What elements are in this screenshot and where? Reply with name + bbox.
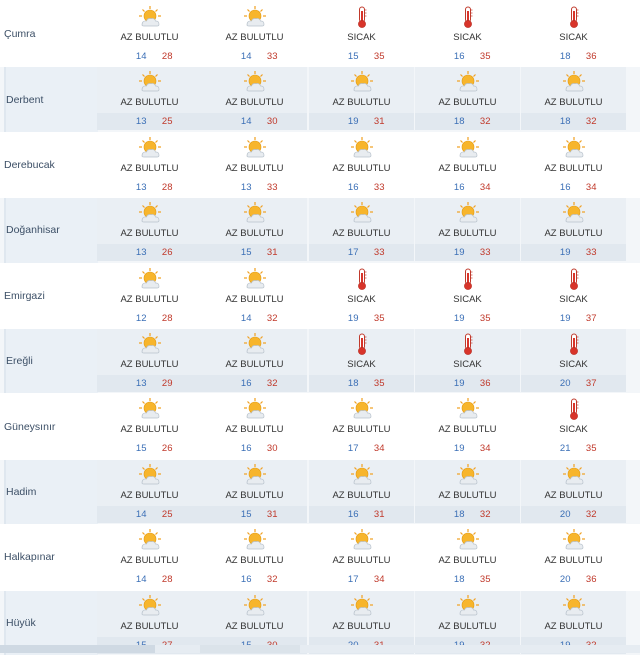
partly-cloudy-icon bbox=[562, 201, 586, 225]
min-temperature: 17 bbox=[347, 574, 359, 586]
partly-cloudy-icon bbox=[350, 528, 374, 552]
min-temperature: 20 bbox=[559, 508, 571, 520]
forecast-cell bbox=[521, 67, 626, 131]
city-name[interactable]: Çumra bbox=[4, 28, 36, 41]
table-row bbox=[0, 460, 640, 525]
min-temperature: 18 bbox=[559, 116, 571, 128]
max-temperature: 28 bbox=[161, 181, 173, 193]
weather-description: AZ BULUTLU bbox=[438, 555, 497, 567]
weather-description: AZ BULUTLU bbox=[120, 489, 179, 501]
partly-cloudy-icon bbox=[138, 201, 162, 225]
weather-description: SICAK bbox=[347, 293, 376, 305]
thermometer-icon bbox=[562, 397, 586, 421]
min-temperature: 14 bbox=[240, 51, 252, 62]
thermometer-icon bbox=[562, 332, 586, 356]
forecast-cell bbox=[97, 264, 202, 328]
forecast-cell bbox=[309, 133, 414, 197]
min-temperature: 15 bbox=[135, 443, 147, 455]
thermometer-icon bbox=[562, 267, 586, 291]
min-temperature: 15 bbox=[240, 247, 252, 259]
weather-description: AZ BULUTLU bbox=[438, 162, 497, 174]
min-temperature: 17 bbox=[347, 443, 359, 455]
max-temperature: 33 bbox=[479, 247, 491, 259]
weather-description: AZ BULUTLU bbox=[438, 489, 497, 501]
forecast-cell bbox=[97, 67, 202, 131]
weather-description: AZ BULUTLU bbox=[225, 555, 284, 567]
min-temperature: 16 bbox=[453, 181, 465, 193]
max-temperature: 32 bbox=[266, 377, 278, 389]
forecast-cell bbox=[97, 460, 202, 524]
partly-cloudy-icon bbox=[562, 70, 586, 94]
forecast-cell bbox=[309, 525, 414, 589]
partly-cloudy-icon bbox=[138, 332, 162, 356]
city-name[interactable]: Derebucak bbox=[4, 158, 55, 171]
partly-cloudy-icon bbox=[138, 136, 162, 160]
weather-description: AZ BULUTLU bbox=[332, 162, 391, 174]
max-temperature: 31 bbox=[373, 116, 385, 128]
forecast-cell bbox=[521, 525, 626, 589]
weather-description: SICAK bbox=[559, 424, 588, 436]
weather-description: AZ BULUTLU bbox=[544, 228, 603, 240]
weather-description: AZ BULUTLU bbox=[120, 97, 179, 109]
forecast-cell bbox=[415, 133, 520, 197]
forecast-cell bbox=[415, 264, 520, 328]
weather-description: AZ BULUTLU bbox=[438, 228, 497, 240]
max-temperature: 33 bbox=[266, 181, 278, 193]
max-temperature: 30 bbox=[266, 116, 278, 128]
partly-cloudy-icon bbox=[243, 332, 267, 356]
max-temperature: 28 bbox=[161, 312, 173, 324]
partly-cloudy-icon bbox=[562, 594, 586, 618]
min-temperature: 19 bbox=[347, 312, 359, 324]
max-temperature: 37 bbox=[585, 312, 597, 324]
city-name[interactable]: Ereğli bbox=[4, 329, 98, 393]
partly-cloudy-icon bbox=[138, 70, 162, 94]
forecast-table bbox=[0, 2, 640, 656]
min-temperature: 14 bbox=[135, 574, 147, 586]
max-temperature: 35 bbox=[479, 51, 491, 62]
forecast-cell bbox=[521, 329, 626, 393]
weather-description: AZ BULUTLU bbox=[120, 228, 179, 240]
max-temperature: 31 bbox=[266, 508, 278, 520]
thermometer-icon bbox=[350, 267, 374, 291]
min-temperature: 16 bbox=[347, 181, 359, 193]
partly-cloudy-icon bbox=[350, 70, 374, 94]
thermometer-icon bbox=[456, 332, 480, 356]
forecast-cell bbox=[202, 264, 307, 328]
partly-cloudy-icon bbox=[243, 201, 267, 225]
max-temperature: 34 bbox=[585, 181, 597, 193]
min-temperature: 18 bbox=[559, 51, 571, 62]
city-name[interactable]: Hüyük bbox=[4, 591, 98, 655]
city-name[interactable]: Derbent bbox=[4, 67, 98, 131]
weather-description: AZ BULUTLU bbox=[225, 620, 284, 632]
forecast-cell bbox=[97, 329, 202, 393]
partly-cloudy-icon bbox=[562, 136, 586, 160]
weather-description: AZ BULUTLU bbox=[332, 555, 391, 567]
partly-cloudy-icon bbox=[350, 201, 374, 225]
partly-cloudy-icon bbox=[138, 528, 162, 552]
weather-description: AZ BULUTLU bbox=[544, 97, 603, 109]
min-temperature: 17 bbox=[347, 247, 359, 259]
max-temperature: 32 bbox=[585, 116, 597, 128]
max-temperature: 35 bbox=[479, 312, 491, 324]
partly-cloudy-icon bbox=[456, 201, 480, 225]
max-temperature: 31 bbox=[373, 508, 385, 520]
forecast-cell bbox=[309, 394, 414, 458]
max-temperature: 35 bbox=[373, 312, 385, 324]
forecast-cell bbox=[521, 198, 626, 262]
min-temperature: 19 bbox=[453, 247, 465, 259]
partly-cloudy-icon bbox=[243, 463, 267, 487]
max-temperature: 35 bbox=[585, 443, 597, 455]
forecast-cell bbox=[202, 394, 307, 458]
table-row bbox=[0, 133, 640, 198]
forecast-cell bbox=[202, 525, 307, 589]
min-temperature: 16 bbox=[240, 377, 252, 389]
max-temperature: 32 bbox=[479, 508, 491, 520]
min-temperature: 14 bbox=[135, 51, 147, 62]
min-temperature: 13 bbox=[135, 247, 147, 259]
scrollbar-thumb[interactable] bbox=[0, 645, 155, 653]
min-temperature: 16 bbox=[347, 508, 359, 520]
max-temperature: 29 bbox=[161, 377, 173, 389]
table-row bbox=[0, 394, 640, 459]
forecast-cell bbox=[97, 133, 202, 197]
forecast-cell bbox=[97, 525, 202, 589]
horizontal-scrollbar[interactable] bbox=[0, 645, 640, 653]
max-temperature: 33 bbox=[373, 181, 385, 193]
min-temperature: 18 bbox=[453, 574, 465, 586]
max-temperature: 34 bbox=[479, 443, 491, 455]
max-temperature: 33 bbox=[373, 247, 385, 259]
max-temperature: 36 bbox=[585, 51, 597, 62]
weather-description: AZ BULUTLU bbox=[332, 620, 391, 632]
forecast-cell bbox=[202, 2, 307, 66]
forecast-cell bbox=[521, 394, 626, 458]
partly-cloudy-icon bbox=[456, 70, 480, 94]
min-temperature: 14 bbox=[240, 312, 252, 324]
min-temperature: 14 bbox=[240, 116, 252, 128]
forecast-cell bbox=[309, 264, 414, 328]
weather-description: AZ BULUTLU bbox=[225, 489, 284, 501]
forecast-cell bbox=[202, 67, 307, 131]
partly-cloudy-icon bbox=[138, 594, 162, 618]
min-temperature: 18 bbox=[347, 377, 359, 389]
min-temperature: 16 bbox=[453, 51, 465, 62]
max-temperature: 34 bbox=[373, 574, 385, 586]
table-row bbox=[0, 2, 640, 67]
weather-description: AZ BULUTLU bbox=[544, 162, 603, 174]
max-temperature: 36 bbox=[585, 574, 597, 586]
weather-description: AZ BULUTLU bbox=[332, 97, 391, 109]
weather-description: AZ BULUTLU bbox=[225, 424, 284, 436]
min-temperature: 21 bbox=[559, 443, 571, 455]
partly-cloudy-icon bbox=[243, 397, 267, 421]
weather-description: SICAK bbox=[453, 358, 482, 370]
forecast-cell bbox=[309, 2, 414, 66]
forecast-cell bbox=[415, 460, 520, 524]
min-temperature: 12 bbox=[135, 312, 147, 324]
max-temperature: 33 bbox=[585, 247, 597, 259]
max-temperature: 28 bbox=[161, 51, 173, 62]
partly-cloudy-icon bbox=[243, 70, 267, 94]
min-temperature: 19 bbox=[347, 116, 359, 128]
weather-description: SICAK bbox=[559, 32, 588, 43]
forecast-cell bbox=[521, 133, 626, 197]
weather-description: AZ BULUTLU bbox=[332, 489, 391, 501]
weather-description: AZ BULUTLU bbox=[438, 620, 497, 632]
forecast-cell bbox=[202, 133, 307, 197]
partly-cloudy-icon bbox=[243, 594, 267, 618]
partly-cloudy-icon bbox=[243, 136, 267, 160]
table-row bbox=[0, 329, 640, 394]
partly-cloudy-icon bbox=[350, 136, 374, 160]
min-temperature: 18 bbox=[453, 116, 465, 128]
max-temperature: 35 bbox=[373, 377, 385, 389]
forecast-cell bbox=[415, 329, 520, 393]
forecast-cell bbox=[521, 460, 626, 524]
min-temperature: 19 bbox=[453, 312, 465, 324]
partly-cloudy-icon bbox=[456, 594, 480, 618]
weather-description: SICAK bbox=[453, 32, 482, 43]
scrollbar-track-segment bbox=[200, 645, 300, 653]
weather-description: AZ BULUTLU bbox=[544, 489, 603, 501]
partly-cloudy-icon bbox=[456, 397, 480, 421]
min-temperature: 16 bbox=[240, 574, 252, 586]
forecast-cell bbox=[202, 198, 307, 262]
weather-description: AZ BULUTLU bbox=[120, 162, 179, 174]
partly-cloudy-icon bbox=[243, 267, 267, 291]
max-temperature: 35 bbox=[373, 51, 385, 62]
partly-cloudy-icon bbox=[350, 463, 374, 487]
min-temperature: 16 bbox=[240, 443, 252, 455]
max-temperature: 28 bbox=[161, 574, 173, 586]
partly-cloudy-icon bbox=[350, 397, 374, 421]
min-temperature: 19 bbox=[559, 312, 571, 324]
weather-description: AZ BULUTLU bbox=[120, 358, 179, 370]
weather-description: AZ BULUTLU bbox=[225, 162, 284, 174]
max-temperature: 32 bbox=[266, 574, 278, 586]
min-temperature: 14 bbox=[135, 508, 147, 520]
max-temperature: 33 bbox=[266, 51, 278, 62]
min-temperature: 19 bbox=[453, 443, 465, 455]
forecast-cell bbox=[521, 2, 626, 66]
max-temperature: 25 bbox=[161, 508, 173, 520]
min-temperature: 20 bbox=[559, 574, 571, 586]
partly-cloudy-icon bbox=[138, 267, 162, 291]
weather-description: AZ BULUTLU bbox=[120, 293, 179, 305]
max-temperature: 37 bbox=[585, 377, 597, 389]
table-row bbox=[0, 264, 640, 329]
weather-description: AZ BULUTLU bbox=[332, 228, 391, 240]
partly-cloudy-icon bbox=[243, 528, 267, 552]
weather-description: SICAK bbox=[347, 358, 376, 370]
forecast-cell bbox=[521, 264, 626, 328]
forecast-cell bbox=[415, 2, 520, 66]
max-temperature: 36 bbox=[479, 377, 491, 389]
city-name[interactable]: Hadim bbox=[4, 460, 98, 524]
max-temperature: 26 bbox=[161, 443, 173, 455]
max-temperature: 25 bbox=[161, 116, 173, 128]
min-temperature: 16 bbox=[559, 181, 571, 193]
thermometer-icon bbox=[456, 5, 480, 29]
max-temperature: 34 bbox=[373, 443, 385, 455]
forecast-cell bbox=[415, 67, 520, 131]
thermometer-icon bbox=[562, 5, 586, 29]
weather-description: AZ BULUTLU bbox=[225, 293, 284, 305]
forecast-cell bbox=[97, 2, 202, 66]
min-temperature: 19 bbox=[453, 377, 465, 389]
city-name[interactable]: Halkapınar bbox=[4, 551, 55, 564]
min-temperature: 13 bbox=[135, 377, 147, 389]
thermometer-icon bbox=[456, 267, 480, 291]
max-temperature: 34 bbox=[479, 181, 491, 193]
forecast-cell bbox=[415, 525, 520, 589]
weather-description: AZ BULUTLU bbox=[120, 555, 179, 567]
weather-description: AZ BULUTLU bbox=[438, 97, 497, 109]
forecast-cell bbox=[309, 198, 414, 262]
max-temperature: 26 bbox=[161, 247, 173, 259]
max-temperature: 30 bbox=[266, 443, 278, 455]
partly-cloudy-icon bbox=[138, 5, 162, 29]
min-temperature: 13 bbox=[240, 181, 252, 193]
min-temperature: 15 bbox=[240, 508, 252, 520]
min-temperature: 19 bbox=[559, 247, 571, 259]
min-temperature: 13 bbox=[135, 181, 147, 193]
partly-cloudy-icon bbox=[562, 528, 586, 552]
weather-description: AZ BULUTLU bbox=[120, 620, 179, 632]
table-row bbox=[0, 525, 640, 590]
partly-cloudy-icon bbox=[138, 397, 162, 421]
min-temperature: 18 bbox=[453, 508, 465, 520]
max-temperature: 31 bbox=[266, 247, 278, 259]
forecast-cell bbox=[97, 394, 202, 458]
partly-cloudy-icon bbox=[243, 5, 267, 29]
forecast-cell bbox=[415, 394, 520, 458]
weather-description: SICAK bbox=[453, 293, 482, 305]
weather-description: AZ BULUTLU bbox=[225, 358, 284, 370]
max-temperature: 32 bbox=[479, 116, 491, 128]
city-name[interactable]: Emirgazi bbox=[4, 289, 45, 302]
thermometer-icon bbox=[350, 332, 374, 356]
min-temperature: 15 bbox=[347, 51, 359, 62]
forecast-cell bbox=[202, 329, 307, 393]
weather-description: AZ BULUTLU bbox=[225, 32, 284, 43]
max-temperature: 32 bbox=[585, 508, 597, 520]
weather-description: AZ BULUTLU bbox=[544, 620, 603, 632]
weather-description: AZ BULUTLU bbox=[438, 424, 497, 436]
partly-cloudy-icon bbox=[138, 463, 162, 487]
table-row bbox=[0, 198, 640, 263]
forecast-cell bbox=[415, 198, 520, 262]
weather-description: SICAK bbox=[559, 293, 588, 305]
max-temperature: 35 bbox=[479, 574, 491, 586]
forecast-cell bbox=[309, 329, 414, 393]
partly-cloudy-icon bbox=[350, 594, 374, 618]
weather-description: SICAK bbox=[559, 358, 588, 370]
weather-description: SICAK bbox=[347, 32, 376, 43]
partly-cloudy-icon bbox=[456, 136, 480, 160]
city-name[interactable]: Güneysınır bbox=[4, 420, 56, 433]
thermometer-icon bbox=[350, 5, 374, 29]
min-temperature: 13 bbox=[135, 116, 147, 128]
partly-cloudy-icon bbox=[456, 463, 480, 487]
weather-description: AZ BULUTLU bbox=[544, 555, 603, 567]
partly-cloudy-icon bbox=[456, 528, 480, 552]
weather-description: AZ BULUTLU bbox=[225, 228, 284, 240]
forecast-cell bbox=[309, 460, 414, 524]
weather-description: AZ BULUTLU bbox=[225, 97, 284, 109]
forecast-cell bbox=[202, 460, 307, 524]
weather-description: AZ BULUTLU bbox=[120, 424, 179, 436]
city-name[interactable]: Doğanhisar bbox=[4, 198, 98, 262]
table-row bbox=[0, 67, 640, 132]
max-temperature: 32 bbox=[266, 312, 278, 324]
forecast-cell bbox=[309, 67, 414, 131]
weather-description: AZ BULUTLU bbox=[120, 32, 179, 43]
partly-cloudy-icon bbox=[562, 463, 586, 487]
forecast-cell bbox=[97, 198, 202, 262]
weather-description: AZ BULUTLU bbox=[332, 424, 391, 436]
min-temperature: 20 bbox=[559, 377, 571, 389]
